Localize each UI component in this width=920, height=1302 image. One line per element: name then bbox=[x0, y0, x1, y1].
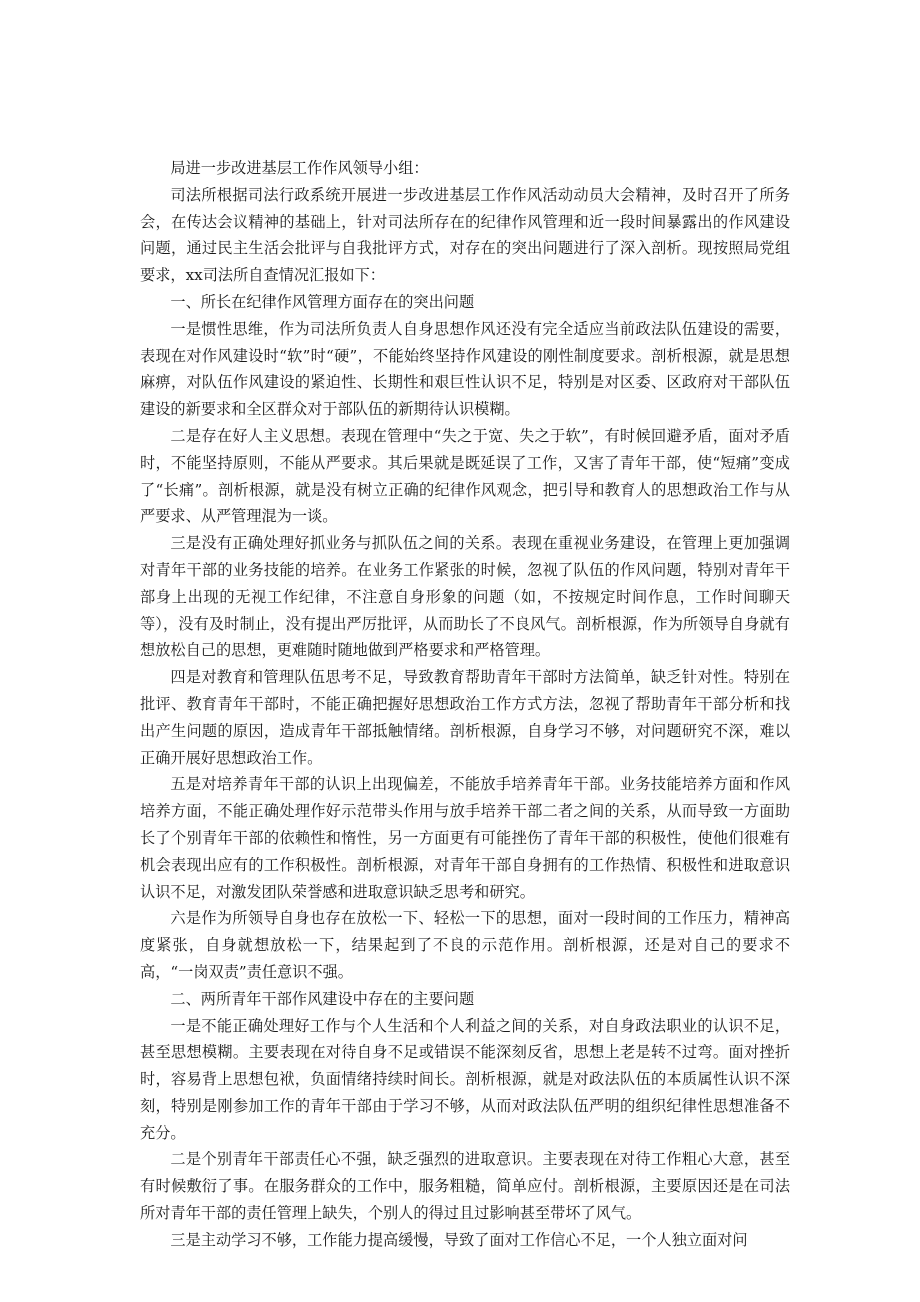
paragraph-1-3: 三是没有正确处理好抓业务与抓队伍之间的关系。表现在重视业务建设，在管理上更加强调对青年干部的业务技能的培养。在业务工作紧张的时候，忽视了队伍的作风问题，特别对青年干部身上出现的无视工作纪律，不注意自身形象的问题（如，不按规定时间作息，工作时间聊天等），没有及时制止，没有提出严厉批评，从而助长了不良风气。剖析根源，作为所领导自身就有想放松自己的思想，更难随时随地做到严格要求和严格管理。 bbox=[140, 534, 790, 660]
paragraph-intro: 司法所根据司法行政系统开展进一步改进基层工作作风活动动员大会精神，及时召开了所务会，在传达会议精神的基础上，针对司法所存在的纪律作风管理和近一段时间暴露出的作风建设问题，通过民主生活会批评与自我批评方式，对存在的突出问题进行了深入剖析。现按照局党组要求，xx司法所自查情况汇报如下： bbox=[140, 185, 790, 285]
paragraph-1-5: 五是对培养青年干部的认识上出现偏差，不能放手培养青年干部。业务技能培养方面和作风培养方面，不能正确处理作好示范带头作用与放手培养干部二者之间的关系，从而导致一方面助长了个别青年干部的依赖性和惰性，另一方面更有可能挫伤了青年干部的积极性，使他们很难有机会表现出应有的工作积极性。剖析根源，对青年干部自身拥有的工作热情、积极性和进取意识认识不足，对激发团队荣誉感和进取意识缺乏思考和研究。 bbox=[140, 775, 790, 901]
paragraph-1-2: 二是存在好人主义思想。表现在管理中“失之于宽、失之于软”，有时候回避矛盾，面对矛盾时，不能坚持原则，不能从严要求。其后果就是既延误了工作，又害了青年干部，使“短痛”变成了“长痛”。剖析根源，就是没有树立正确的纪律作风观念，把引导和教育人的思想政治工作与从严要求、从严管理混为一谈。 bbox=[140, 426, 790, 526]
paragraph-2-1: 一是不能正确处理好工作与个人生活和个人利益之间的关系，对自身政法职业的认识不足，甚至思想模糊。主要表现在对待自身不足或错误不能深刻反省，思想上老是转不过弯。面对挫折时，容易背上思想包袱，负面情绪持续时间长。剖析根源，就是对政法队伍的本质属性认识不深刻，特别是刚参加工作的青年干部由于学习不够，从而对政法队伍严明的组织纪律性思想准备不充分。 bbox=[140, 1016, 790, 1142]
paragraph-2-3: 三是主动学习不够，工作能力提高缓慢，导致了面对工作信心不足，一个人独立面对问 bbox=[170, 1230, 748, 1249]
salutation: 局进一步改进基层工作作风领导小组： bbox=[170, 159, 429, 177]
section-heading-1: 一、所长在纪律作风管理方面存在的突出问题 bbox=[170, 292, 475, 311]
paragraph-1-4: 四是对教育和管理队伍思考不足，导致教育帮助青年干部时方法简单，缺乏针对性。特别在批评、教育青年干部时，不能正确把握好思想政治工作方式方法，忽视了帮助青年干部分析和找出产生问题的原因，造成青年干部抵触情绪。剖析根源，自身学习不够，对问题研究不深，难以正确开展好思想政治工作。 bbox=[140, 668, 790, 767]
document-body bbox=[140, 155, 790, 1254]
paragraph-1-1: 一是惯性思维，作为司法所负责人自身思想作风还没有完全适应当前政法队伍建设的需要，表现在对作风建设时“软”时“硬”，不能始终坚持作风建设的刚性制度要求。剖析根源，就是思想麻痹，对队伍作风建设的紧迫性、长期性和艰巨性认识不足，特别是对区委、区政府对干部队伍建设的新要求和全区群众对于部队伍的新期待认识模糊。 bbox=[140, 319, 790, 419]
paragraph-2-2: 二是个别青年干部责任心不强，缺乏强烈的进取意识。主要表现在对待工作粗心大意，甚至有时候敷衍了事。在服务群众的工作中，服务粗糙，简单应付。剖析根源，主要原因还是在司法所对青年干部的责任管理上缺失，个别人的得过且过影响甚至带坏了风气。 bbox=[140, 1150, 790, 1223]
section-heading-2: 二、两所青年干部作风建设中存在的主要问题 bbox=[170, 989, 475, 1008]
paragraph-1-6: 六是作为所领导自身也存在放松一下、轻松一下的思想，面对一段时间的工作压力，精神高度紧张，自身就想放松一下，结果起到了不良的示范作用。剖析根源，还是对自己的要求不高，“一岗双责”责任意识不强。 bbox=[140, 909, 790, 981]
